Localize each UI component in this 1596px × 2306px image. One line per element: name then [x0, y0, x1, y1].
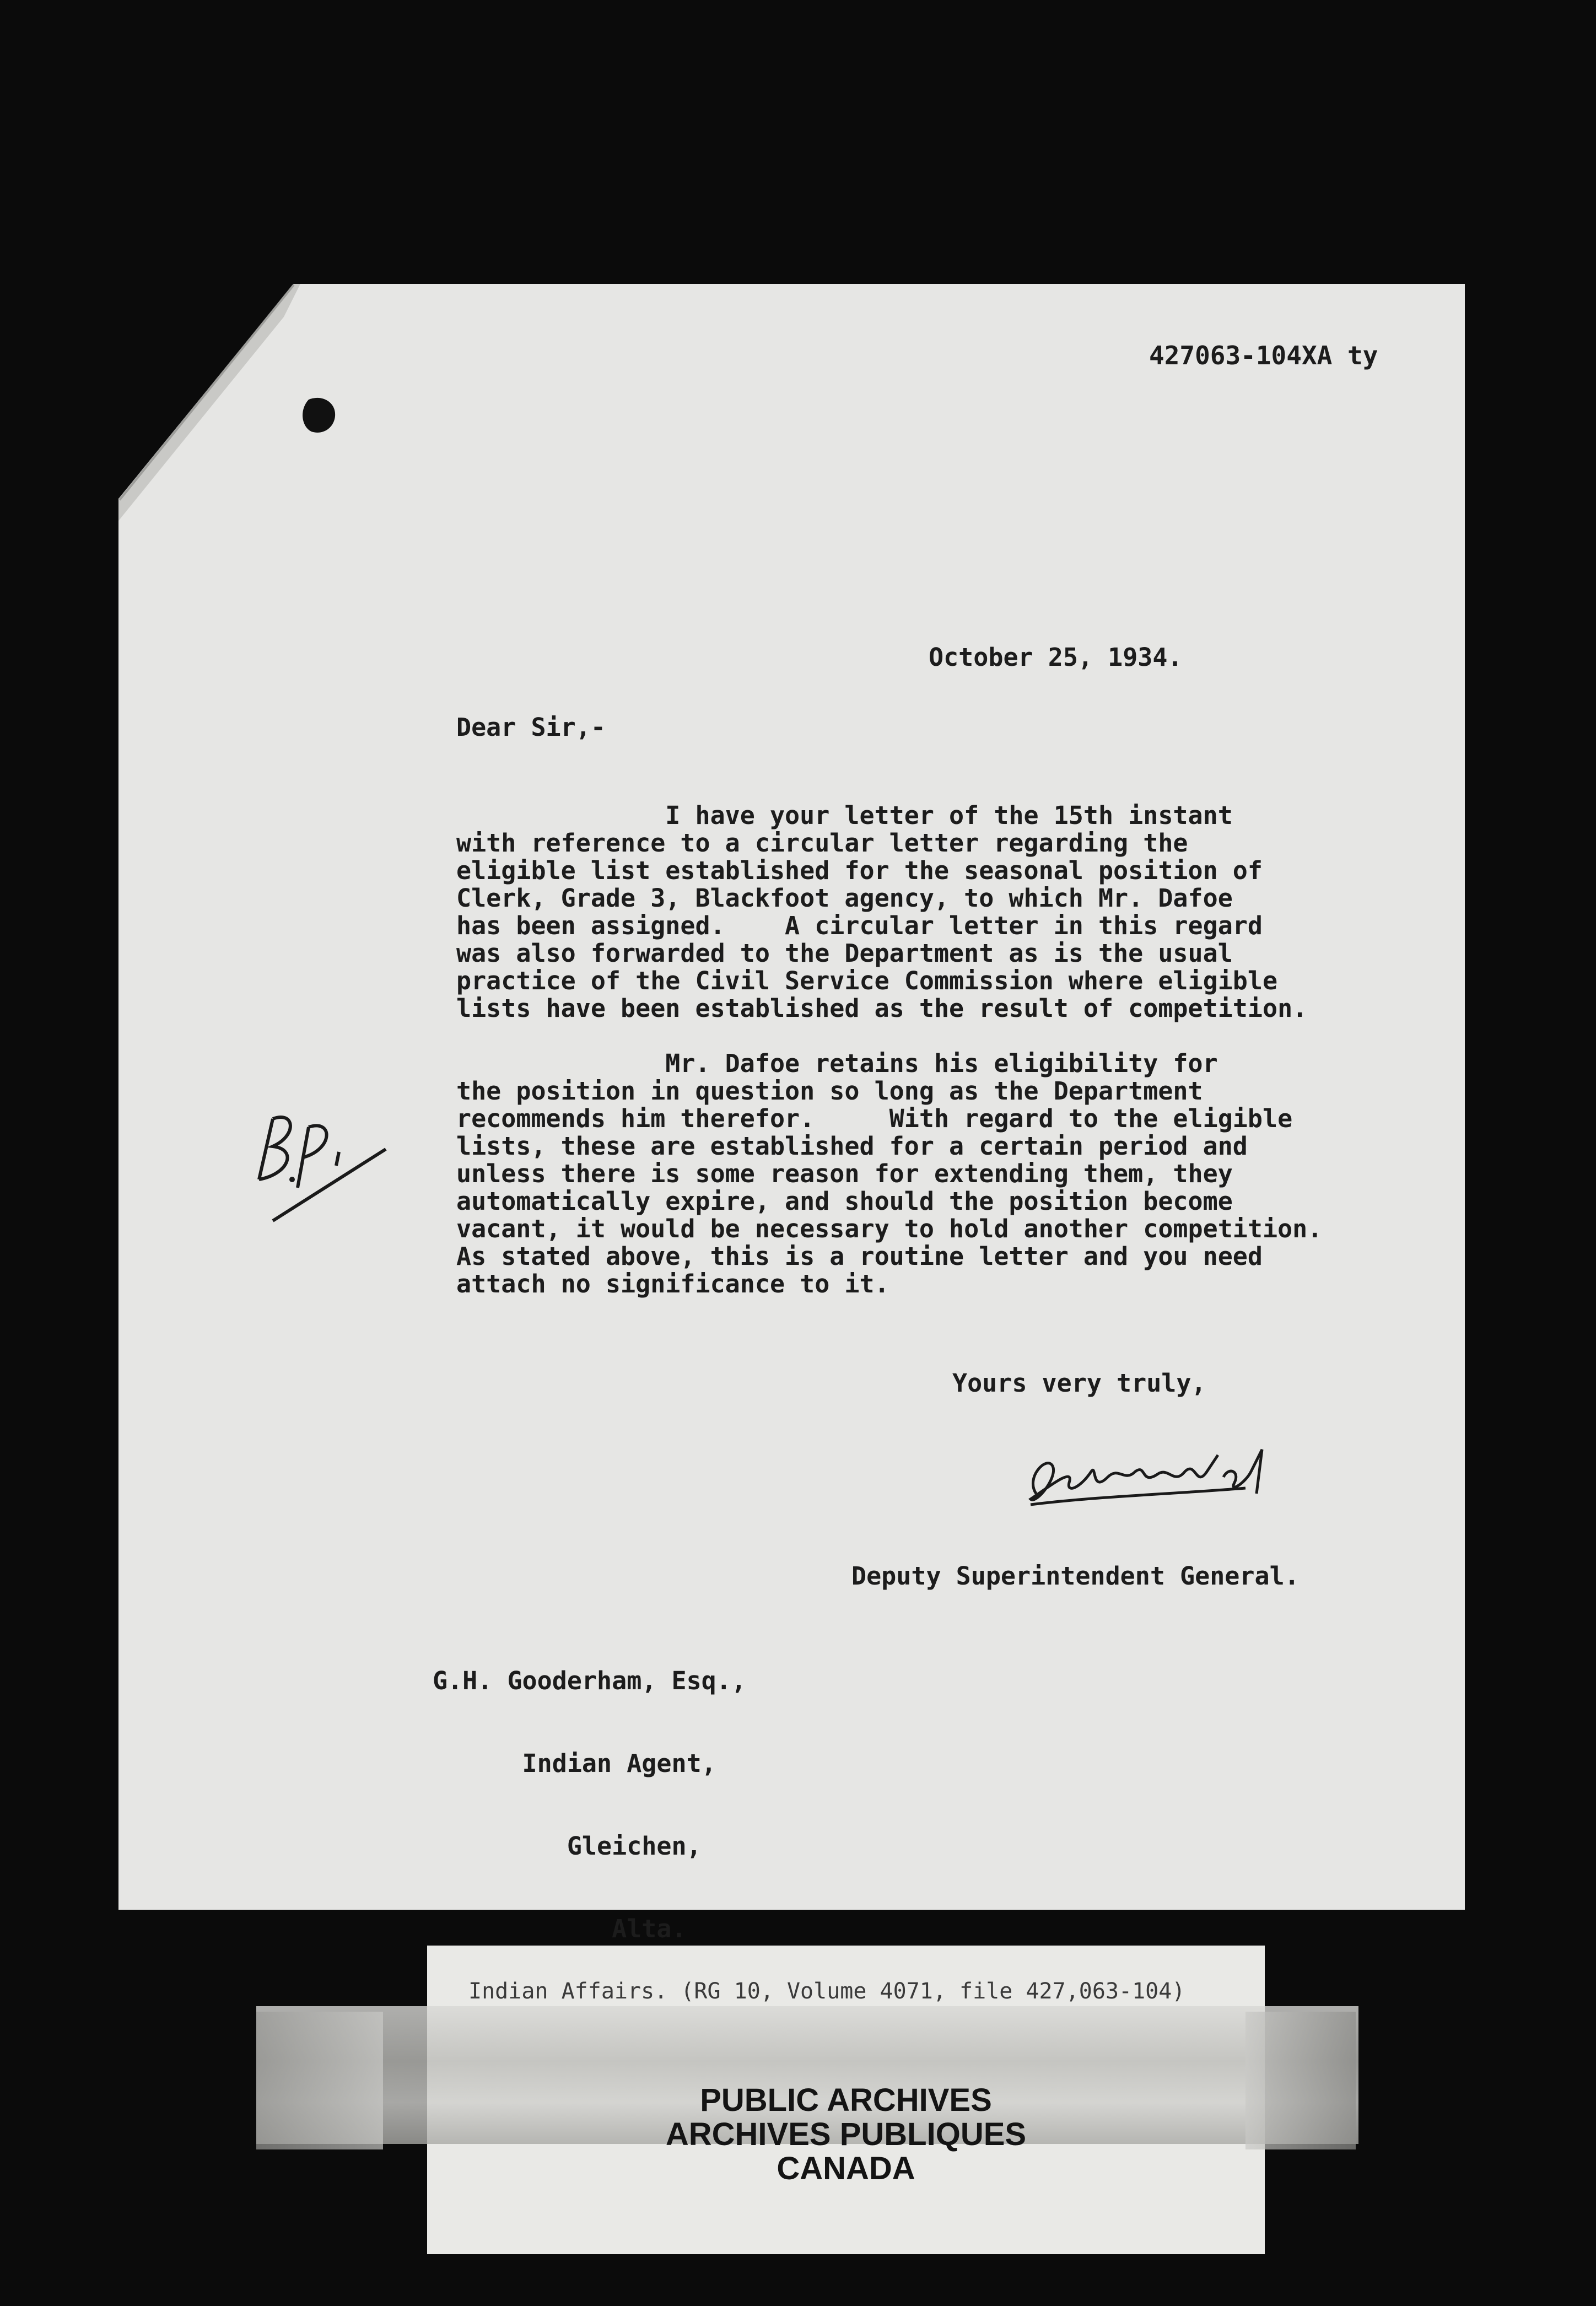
stamp-line: CANADA: [777, 2151, 915, 2186]
signature: [1014, 1433, 1301, 1516]
address-line: Gleichen,: [433, 1831, 702, 1861]
address-line: G.H. Gooderham, Esq.,: [433, 1666, 746, 1695]
letter-date: October 25, 1934.: [929, 643, 1183, 672]
closing: Yours very truly,: [952, 1368, 1206, 1398]
recipient-address: [433, 1612, 746, 1970]
body-paragraph-2: Mr. Dafoe retains his eligibility for the position in question so long as the Department recommends him therefor. With regard to the eligible lists, these are established for a certain period and unless there is some reason for extending them, they automatically expire, and should the position become vacant, it would be necessary to hold another competition. As stated above, this is a routine letter and you need attach no significance to it.: [456, 1049, 1323, 1299]
archives-stamp: [427, 2083, 1265, 2186]
body-paragraph-1: I have your letter of the 15th instant with reference to a circular letter regarding the eligible list established for the seasonal position of Clerk, Grade 3, Blackfoot agency, to which Mr. Dafoe has been assigned. A circular letter in this regard was also forwarded to the Department as is the usual practice of the Civil Service Commission where eligible lists have been established as the result of competition.: [456, 801, 1308, 1023]
salutation: Dear Sir,-: [456, 713, 606, 742]
address-line: Indian Agent,: [433, 1749, 716, 1778]
handwritten-initials: [251, 1097, 394, 1235]
stamp-line: ARCHIVES PUBLIQUES: [665, 2116, 1027, 2152]
signer-title: Deputy Superintendent General.: [851, 1561, 1300, 1591]
punch-hole: [298, 394, 342, 438]
stamp-line: PUBLIC ARCHIVES: [700, 2082, 992, 2118]
tape-edge-left: [256, 2012, 383, 2149]
address-line: Alta.: [433, 1914, 687, 1943]
archive-reference-text: Indian Affairs. (RG 10, Volume 4071, file 427,063-104): [468, 1979, 1185, 2004]
file-reference: 427063-104XA ty: [1149, 341, 1378, 370]
